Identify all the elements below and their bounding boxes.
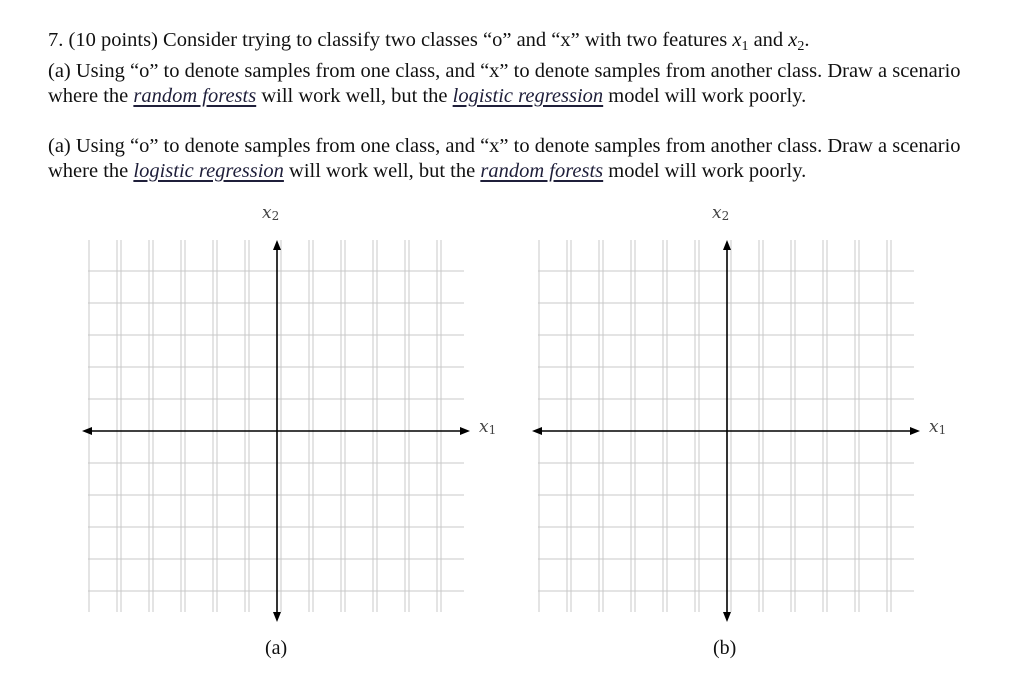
- arrow-down-icon: [723, 612, 731, 622]
- question-intro-text: 7. (10 points) Consider trying to classify two classes “o” and “x” with two features: [48, 29, 733, 51]
- figure-caption-b: (b): [713, 637, 737, 659]
- part-b-intro: (a) Using “o” to denote samples from one class, and “x” to denote samples from another class. Draw a scenario where the: [48, 135, 961, 182]
- figure-b[interactable]: [530, 200, 947, 670]
- question-period: .: [804, 29, 810, 51]
- part-b-emph-random-forests: random forests: [480, 160, 604, 182]
- x-axis-label-b: $x_1$: [929, 417, 947, 437]
- feature-x1-base: x: [732, 29, 742, 51]
- feature-x2: [788, 29, 805, 54]
- x-axis-label-a: $x_1$: [479, 417, 497, 437]
- feature-x2-base: x: [788, 29, 798, 51]
- figure-a[interactable]: [80, 200, 497, 670]
- arrow-down-icon: [273, 612, 281, 622]
- part-a-emph-logistic-regression: logistic regression: [452, 85, 604, 107]
- arrow-up-icon: [723, 240, 731, 250]
- feature-x1: [732, 29, 749, 54]
- feature-x2-sub: 2: [797, 39, 805, 54]
- part-b-emph-logistic-regression: logistic regression: [133, 160, 284, 182]
- question-and: and: [748, 29, 789, 51]
- coordinate-plane-b[interactable]: [530, 200, 930, 630]
- arrow-left-icon: [82, 427, 92, 435]
- y-axis-label-b: $x_2$: [712, 203, 730, 223]
- part-a-emph-random-forests: random forests: [133, 85, 257, 107]
- part-a-end: model will work poorly.: [603, 85, 807, 107]
- y-axis-label-a: $x_2$: [262, 203, 280, 223]
- part-a-mid: will work well, but the: [256, 85, 453, 107]
- question-intro: [48, 28, 988, 59]
- arrow-left-icon: [532, 427, 542, 435]
- figure-caption-a: (a): [265, 637, 288, 659]
- part-a-intro: (a) Using “o” to denote samples from one class, and “x” to denote samples from another class. Draw a scenario where the: [48, 60, 961, 107]
- part-b-mid: will work well, but the: [283, 160, 481, 182]
- part-b-text: [48, 134, 988, 184]
- arrow-up-icon: [273, 240, 281, 250]
- arrow-right-icon: [910, 427, 920, 435]
- arrow-right-icon: [460, 427, 470, 435]
- part-b-end: model will work poorly.: [603, 160, 807, 182]
- question-text: [48, 28, 988, 184]
- feature-x1-sub: 1: [741, 39, 749, 54]
- paragraph-gap: [48, 109, 988, 134]
- part-a-text: [48, 59, 988, 109]
- coordinate-plane-a[interactable]: [80, 200, 480, 630]
